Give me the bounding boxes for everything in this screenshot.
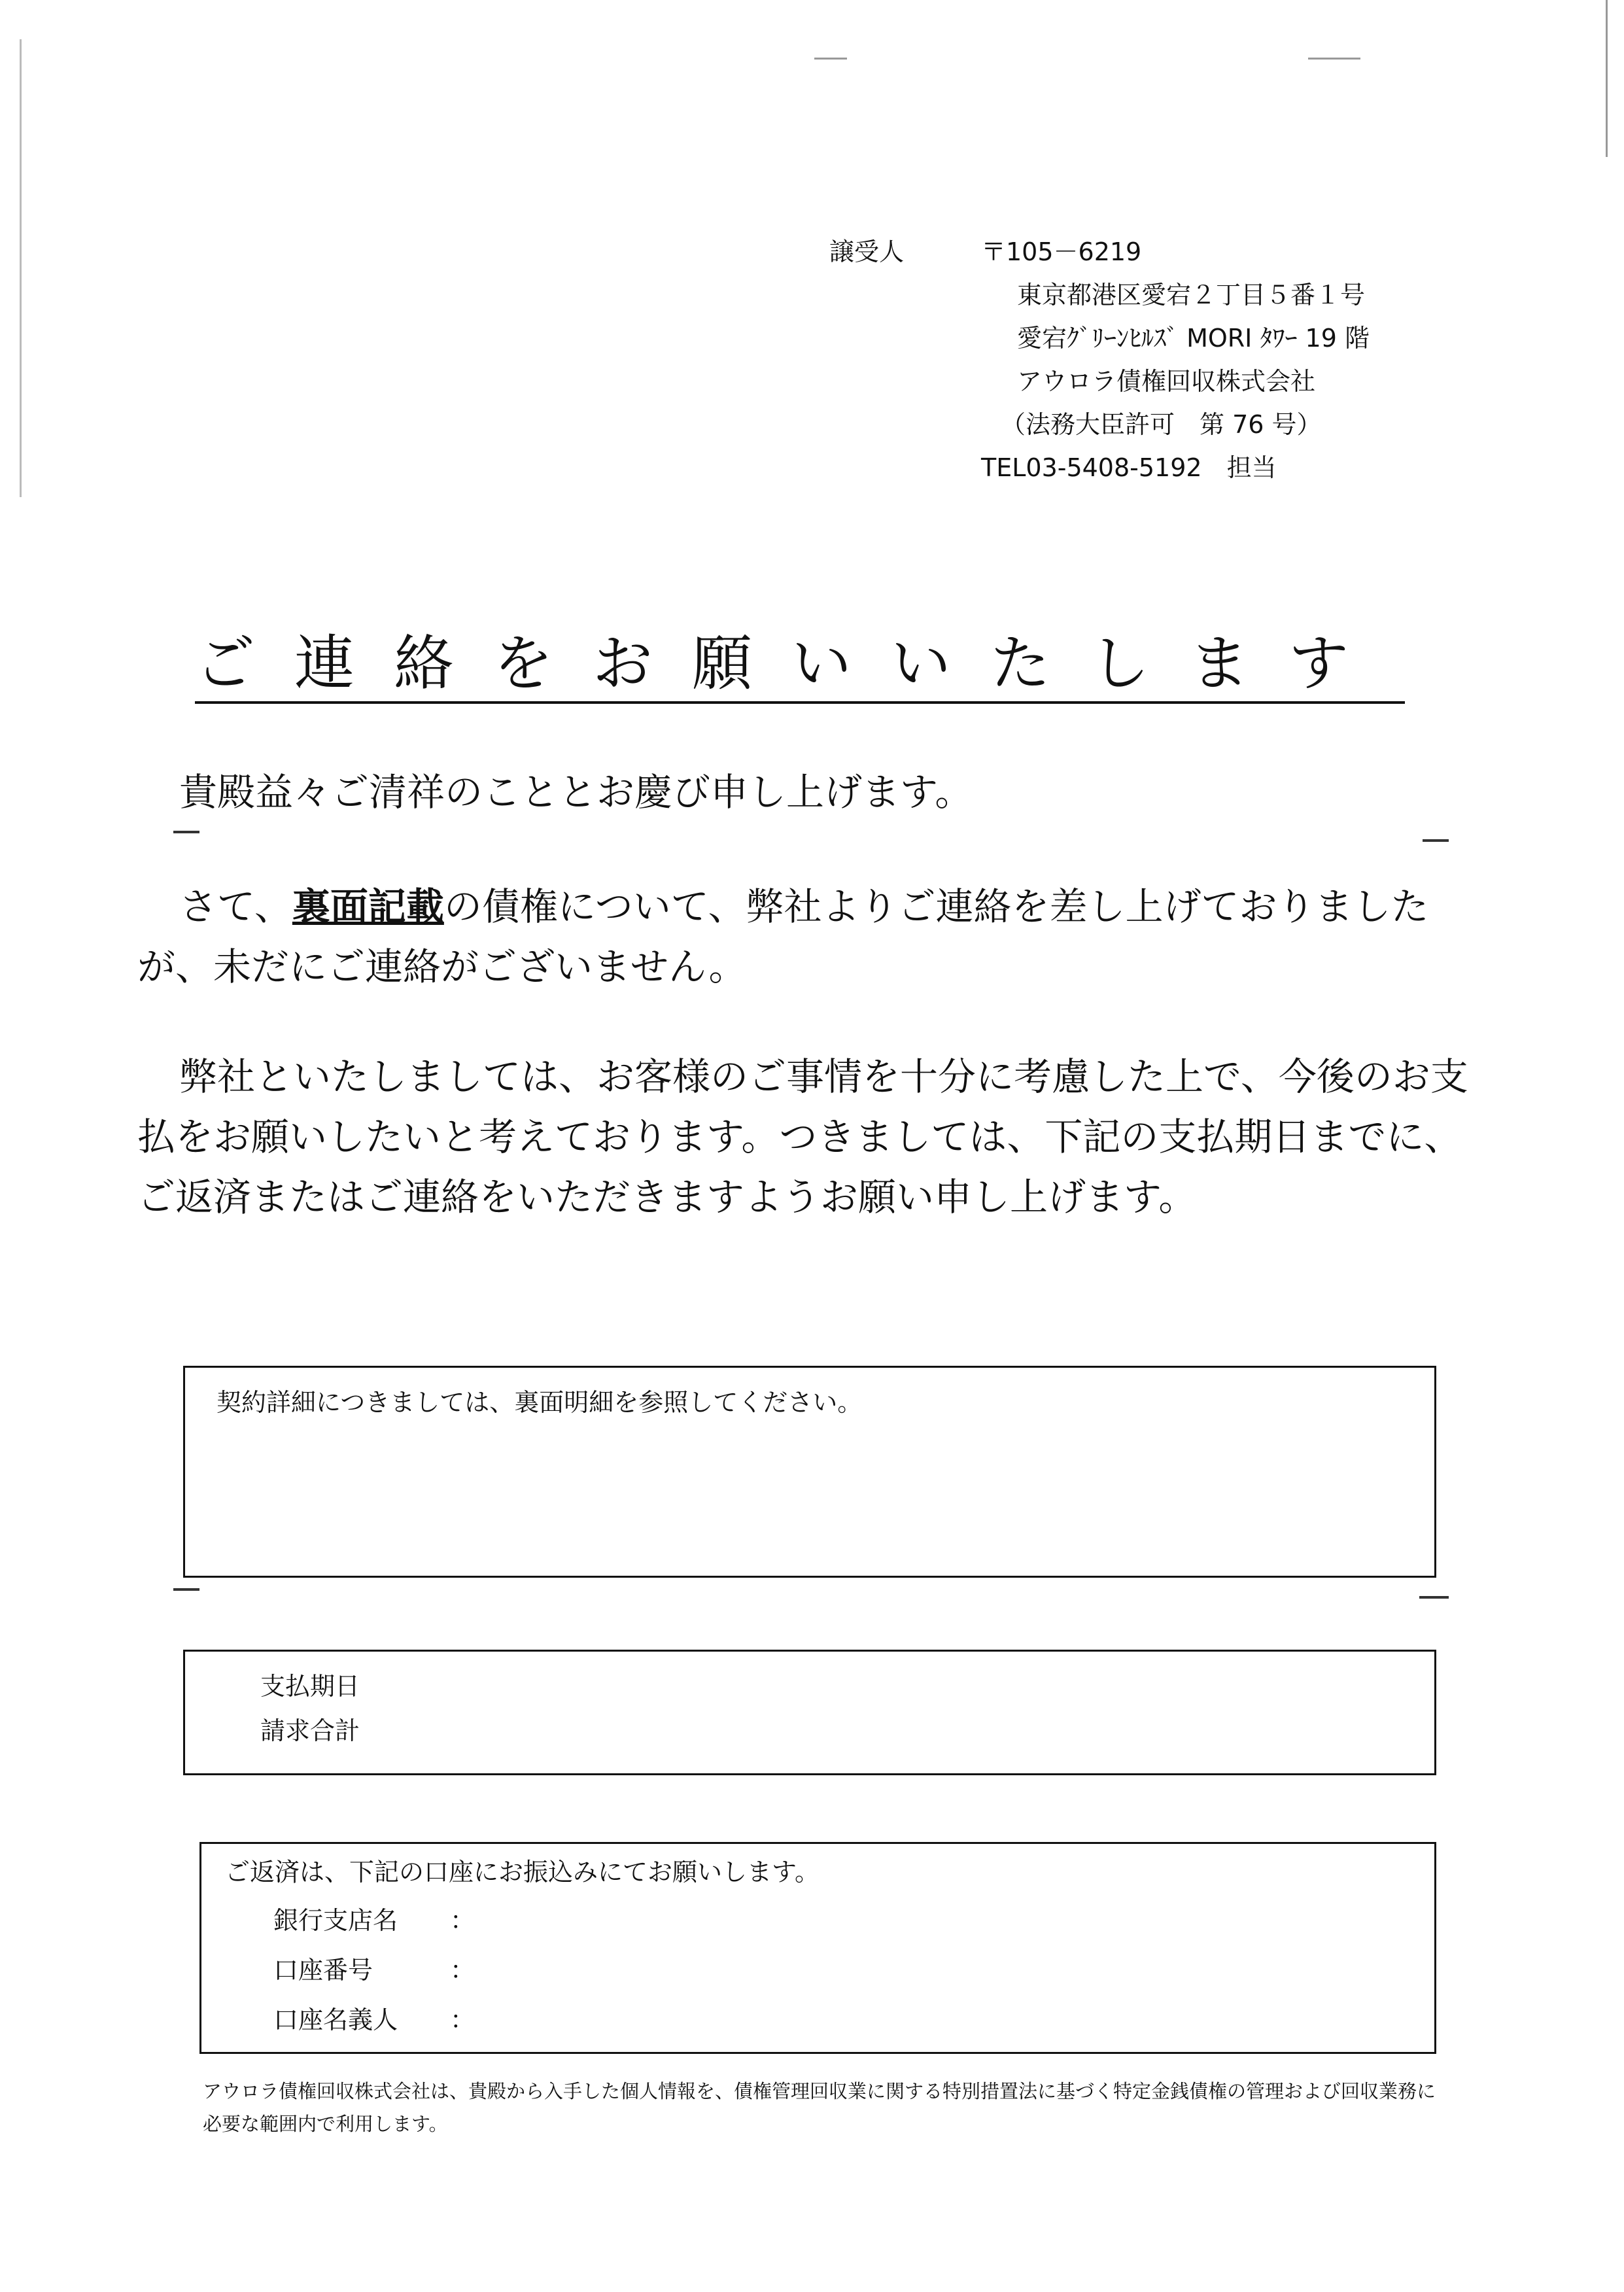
bank-account-box (199, 1842, 1436, 2054)
notice-text-rest: の債権について、弊社よりご連絡を差し上げておりましたが、未だにご連絡がございません。 (137, 884, 1429, 989)
sender-postal-code: 〒105－6219 (981, 237, 1142, 266)
greeting-text: 貴殿益々ご清祥のこととお慶び申し上げます。 (179, 770, 973, 814)
payment-summary-box (183, 1650, 1436, 1775)
account-number-colon: ： (450, 1956, 475, 1985)
request-text: 弊社といたしましては、お客様のご事情を十分に考慮した上で、今後のお支払をお願いしたいと考えております。つきましては、下記の支払期日までに、ご返済またはご連絡をいただきますようお願い申し上げます。 (137, 1054, 1468, 1219)
account-number-label: 口座番号 (273, 1956, 373, 1985)
sender-company-name: アウロラ債権回収株式会社 (1017, 367, 1316, 396)
scan-speck (173, 831, 199, 833)
notice-text-emphasis: 裏面記載 (292, 884, 444, 929)
bank-branch-colon: ： (450, 1906, 475, 1935)
sender-license: （法務大臣許可 第 76 号） (1001, 410, 1322, 439)
account-holder-colon: ： (450, 2005, 475, 2034)
scan-speck (1419, 1596, 1449, 1599)
sender-address-line-2: 愛宕ｸﾞﾘｰﾝﾋﾙｽﾞ MORI ﾀﾜｰ 19 階 (1017, 324, 1370, 353)
notice-text-lead: さて、 (179, 884, 292, 929)
sender-address-block (981, 230, 1370, 489)
contract-details-text: 契約詳細につきましては、裏面明細を参照してください。 (216, 1388, 863, 1417)
scan-speck (1423, 839, 1449, 842)
sender-label: 譲受人 (829, 237, 905, 266)
privacy-footnote: アウロラ債権回収株式会社は、貴殿から入手した個人情報を、債権管理回収業に関する特別措置法に基づく特定金銭債権の管理および回収業務に必要な範囲内で利用します。 (203, 2080, 1436, 2135)
scan-speck (173, 1588, 199, 1591)
bank-branch-label: 銀行支店名 (273, 1906, 398, 1935)
contract-details-box (183, 1366, 1436, 1578)
bank-intro-text: ご返済は、下記の口座にお振込みにてお願いします。 (225, 1858, 820, 1886)
greeting-paragraph (137, 762, 1472, 822)
page-title: ご連絡をお願いいたします (195, 628, 1405, 704)
account-holder-label: 口座名義人 (273, 2005, 398, 2034)
total-amount-label: 請求合計 (260, 1716, 360, 1745)
request-paragraph (137, 1047, 1472, 1227)
sender-phone: TEL03-5408-5192 担当 (981, 453, 1277, 482)
notice-paragraph (137, 877, 1472, 997)
scan-speck (814, 58, 847, 60)
due-date-label: 支払期日 (260, 1672, 360, 1701)
scan-edge-line (1606, 0, 1608, 157)
scan-edge-line (20, 39, 22, 497)
scan-speck (1308, 58, 1360, 60)
sender-address-line-1: 東京都港区愛宕２丁目５番１号 (1017, 281, 1366, 309)
